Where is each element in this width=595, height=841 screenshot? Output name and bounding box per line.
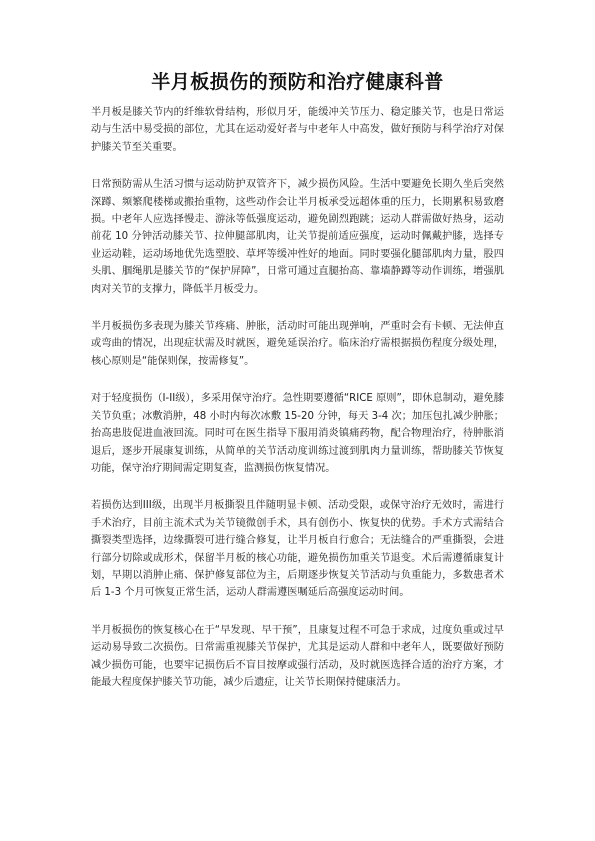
document-title: 半月板损伤的预防和治疗健康科普 (151, 71, 444, 93)
paragraph-surgical-treatment: 若损伤达到III级，出现半月板撕裂且伴随明显卡顿、活动受限，或保守治疗无效时，需进行手术治疗，目前主流术式为关节镜微创手术，具有创伤小、恢复快的优势。手术方式需结合撕裂类型选择，边缘撕裂可进行缝合修复，让半月板自行愈合；无法缝合的严重撕裂，会进行部分切除或成形术，保留半月板的核心功能，避免损伤加重关节退变。术后需遵循康复计划，早期以消肿止痛、保护修复部位为主，后期逐步恢复关节活动与负重能力，多数患者术后 1-3 个月可恢复正常生活，运动人群需遵医嘱延后高强度运动时间。 (91, 500, 504, 599)
paragraph-recovery: 半月板损伤的恢复核心在于“早发现、早干预”，且康复过程不可急于求成，过度负重或过早运动易导致二次损伤。日常需重视膝关节保护，尤其是运动人群和中老年人，既要做好预防减少损伤可能，也要牢记损伤后不盲目按摩或强行活动，及时就医选择合适的治疗方案，才能最大程度保护膝关节功能，减少后遗症，让关节长期保持健康活力。 (91, 624, 504, 688)
paragraph-conservative-treatment: 对于轻度损伤（I-II级），多采用保守治疗。急性期要遵循“RICE 原则”，即休息制动，避免膝关节负重；冰敷消肿，48 小时内每次冰敷 15-20 分钟，每天 3-4 次；加压包扎减少肿胀；抬高患肢促进血液回流。同时可在医生指导下服用消炎镇痛药物，配合物理治疗，待肿胀消退后，逐步开展康复训练，从简单的关节活动度训练过渡到肌肉力量训练，帮助膝关节恢复功能，保守治疗期间需定期复查，监测损伤恢复情况。 (91, 393, 504, 474)
paragraph-symptoms: 半月板损伤多表现为膝关节疼痛、肿胀，活动时可能出现弹响，严重时会有卡顿、无法伸直或弯曲的情况，出现症状需及时就医，避免延误治疗。临床治疗需根据损伤程度分级处理，核心原则是“能保则保，按需修复”。 (91, 321, 504, 367)
paragraph-prevention: 日常预防需从生活习惯与运动防护双管齐下，减少损伤风险。生活中要避免长期久坐后突然深蹲、频繁爬楼梯或搬抬重物，这些动作会让半月板承受远超体重的压力，长期累积易致磨损。中老年人应选择慢走、游泳等低强度运动，避免剧烈跑跳；运动人群需做好热身，运动前花 10 分钟活动膝关节、拉伸腿部肌肉，让关节提前适应强度，运动时佩戴护膝，选择专业运动鞋，运动场地优先选塑胶、草坪等缓冲性好的地面。同时要强化腿部肌肉力量，股四头肌、腘绳肌是膝关节的“保护屏障”，日常可通过直腿抬高、靠墙静蹲等动作训练，增强肌肉对关节的支撑力，降低半月板受力。 (91, 179, 504, 295)
paragraph-intro: 半月板是膝关节内的纤维软骨结构，形似月牙，能缓冲关节压力、稳定膝关节，也是日常运动与生活中易受损的部位，尤其在运动爱好者与中老年人中高发，做好预防与科学治疗对保护膝关节至关重要。 (91, 107, 504, 153)
